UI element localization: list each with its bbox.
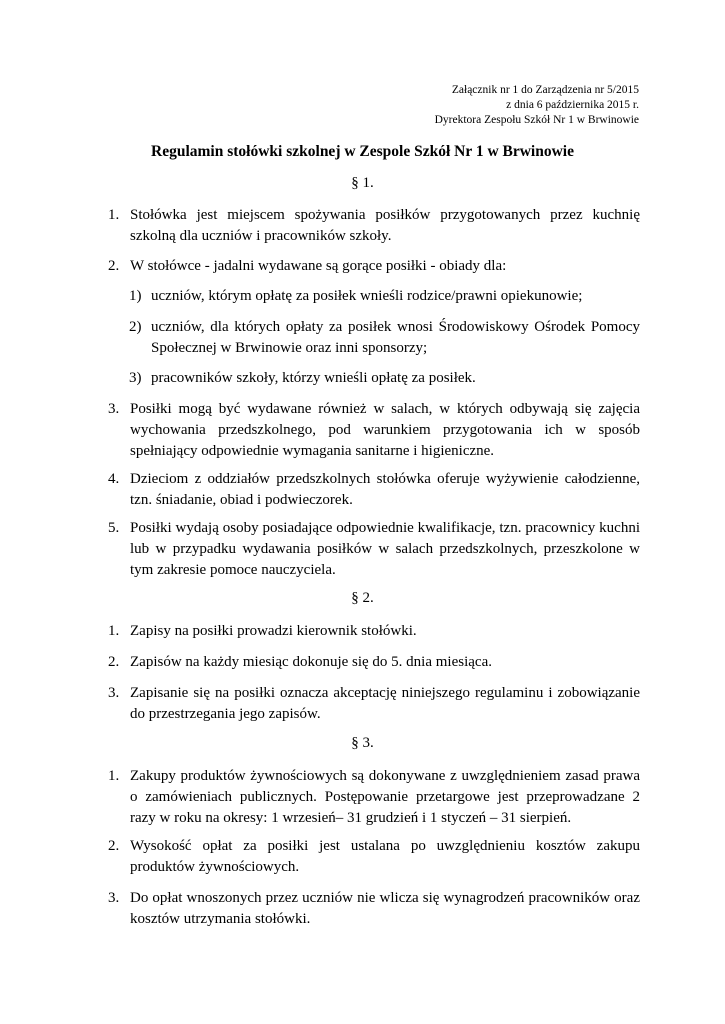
item-text: W stołówce - jadalni wydawane są gorące posiłki - obiady dla: xyxy=(130,258,507,274)
section-1-heading: § 1. xyxy=(351,175,374,191)
item-number: 1. xyxy=(108,768,120,784)
header-line-1: Załącznik nr 1 do Zarządzenia nr 5/2015 xyxy=(451,84,639,96)
item-text: Zakupy produktów żywnościowych są dokonywane z uwzględnieniem zasad prawa o zamówieniach publicznych. Postępowanie przetargowe jest przeprowadzane 2 razy w roku na okresy: 1 wrzesień– 31 grudzień i 1 styczeń – 31 sierpień. xyxy=(130,768,640,826)
item-number: 4. xyxy=(108,471,120,487)
item-text: Stołówka jest miejscem spożywania posiłków przygotowanych przez kuchnię szkolną dla uczniów i pracowników szkoły. xyxy=(130,207,640,244)
item-text: Do opłat wnoszonych przez uczniów nie wlicza się wynagrodzeń pracowników oraz kosztów utrzymania stołówki. xyxy=(130,890,640,927)
section-3-heading: § 3. xyxy=(351,735,374,751)
sub-list-item xyxy=(129,317,640,359)
document-title: Regulamin stołówki szkolnej w Zespole Szkół Nr 1 w Brwinowie xyxy=(151,143,574,160)
sub-item-number: 3) xyxy=(129,370,142,386)
header-line-3: Dyrektora Zespołu Szkół Nr 1 w Brwinowie xyxy=(434,114,639,126)
list-item xyxy=(108,683,640,725)
item-text: Dzieciom z oddziałów przedszkolnych stołówka oferuje wyżywienie całodzienne, tzn. śniadanie, obiad i podwieczorek. xyxy=(130,471,640,508)
list-item xyxy=(108,652,640,673)
section-2-heading: § 2. xyxy=(351,590,374,606)
sub-item-text: uczniów, dla których opłaty za posiłek wnosi Środowiskowy Ośrodek Pomocy Społecznej w Brwinowie oraz inni sponsorzy; xyxy=(151,319,640,356)
item-number: 1. xyxy=(108,623,120,639)
item-number: 1. xyxy=(108,207,120,223)
attachment-header xyxy=(435,83,639,128)
item-text: Zapisów na każdy miesiąc dokonuje się do 5. dnia miesiąca. xyxy=(130,654,492,670)
list-item xyxy=(108,469,640,511)
list-item xyxy=(108,621,640,642)
list-item xyxy=(108,205,640,247)
item-number: 3. xyxy=(108,890,120,906)
item-text: Posiłki wydają osoby posiadające odpowiednie kwalifikacje, tzn. pracownicy kuchni lub w przypadku wydawania posiłków w salach przedszkolnych, przeszkolone w tym zakresie pomoce nauczyciela. xyxy=(130,520,640,578)
list-item xyxy=(108,766,640,829)
item-number: 3. xyxy=(108,401,120,417)
sub-item-text: uczniów, którym opłatę za posiłek wnieśli rodzice/prawni opiekunowie; xyxy=(151,288,583,304)
item-number: 2. xyxy=(108,654,120,670)
item-number: 5. xyxy=(108,520,120,536)
sub-item-number: 1) xyxy=(129,288,142,304)
list-item xyxy=(108,888,640,930)
header-line-2: z dnia 6 października 2015 r. xyxy=(506,99,639,111)
sub-item-text: pracowników szkoły, którzy wnieśli opłatę za posiłek. xyxy=(151,370,476,386)
item-text: Posiłki mogą być wydawane również w salach, w których odbywają się zajęcia wychowania przedszkolnego, pod warunkiem przygotowania ich w sposób spełniający odpowiednie wymagania sanitarne i higieniczne. xyxy=(130,401,640,459)
sub-item-number: 2) xyxy=(129,319,142,335)
item-text: Zapisy na posiłki prowadzi kierownik stołówki. xyxy=(130,623,417,639)
sub-list-item xyxy=(129,368,640,389)
sub-list-item xyxy=(129,286,640,307)
item-number: 2. xyxy=(108,258,120,274)
list-item xyxy=(108,256,640,277)
item-text: Wysokość opłat za posiłki jest ustalana po uwzględnieniu kosztów zakupu produktów żywnościowych. xyxy=(130,838,640,875)
list-item xyxy=(108,399,640,462)
item-number: 3. xyxy=(108,685,120,701)
list-item xyxy=(108,836,640,878)
list-item xyxy=(108,518,640,581)
item-text: Zapisanie się na posiłki oznacza akceptację niniejszego regulaminu i zobowiązanie do przestrzegania jego zapisów. xyxy=(130,685,640,722)
item-number: 2. xyxy=(108,838,120,854)
